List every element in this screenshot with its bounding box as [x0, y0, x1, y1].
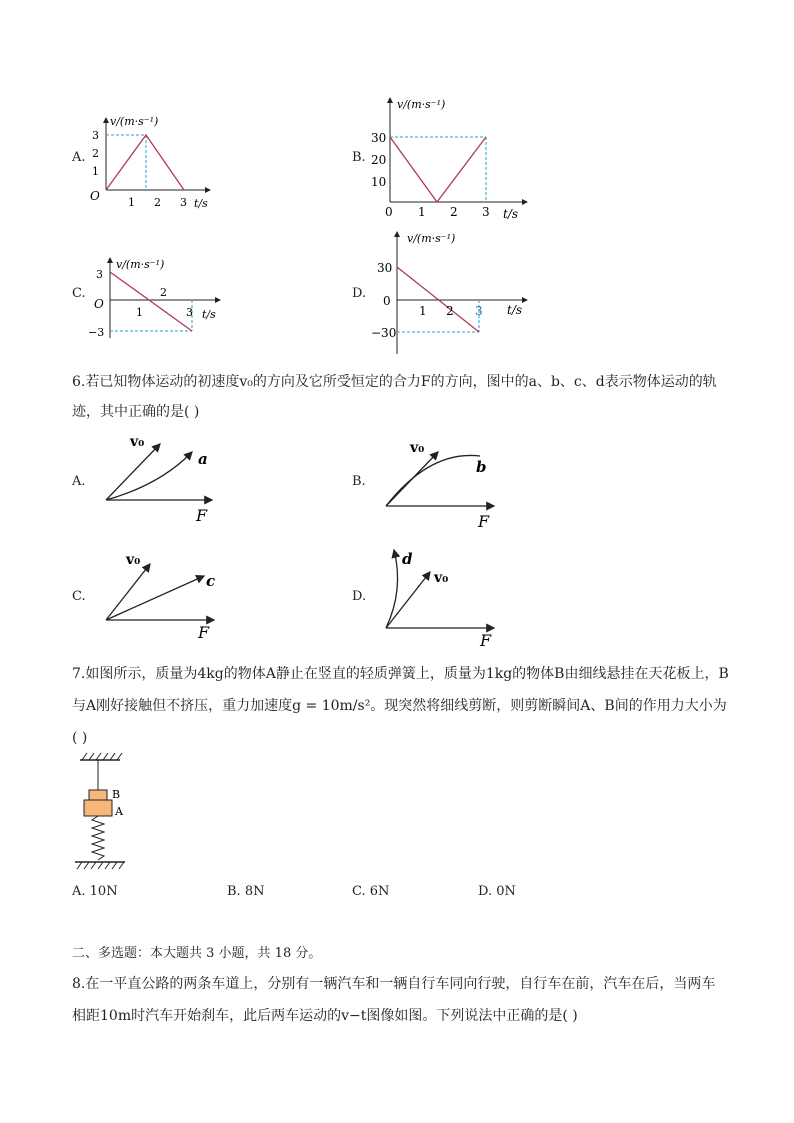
q6-diagram-d: [380, 540, 510, 650]
q6d-curve: d: [402, 550, 413, 568]
q5a-ytick: 3: [92, 129, 99, 142]
q5-graph-d: [365, 226, 535, 358]
q6a-v0: v₀: [130, 434, 145, 450]
q5-option-a-label: A.: [72, 150, 86, 165]
q6-diagram-b: [380, 436, 510, 531]
q5c-origin: O: [94, 297, 104, 311]
q5c-xtick: 3: [186, 306, 193, 319]
q6-diagram-c: [100, 546, 230, 641]
q5b-xtick: 3: [482, 205, 490, 219]
q6a-F: F: [196, 506, 208, 525]
q5-graph-b: [365, 92, 535, 222]
q6-option-d-label: D.: [352, 589, 367, 604]
q7-answer-d: D. 0N: [478, 884, 516, 899]
q5d-xtick: 1: [419, 304, 427, 318]
q5c-xlabel: t/s: [202, 308, 216, 321]
q5b-xtick: 0: [385, 205, 393, 219]
q5c-ytick: 3: [96, 268, 103, 281]
q6a-curve: a: [198, 450, 208, 468]
q5-option-d-label: D.: [352, 286, 367, 301]
q7-answer-b: B. 8N: [227, 884, 265, 899]
q6c-F: F: [198, 623, 210, 641]
q6d-v0: v₀: [434, 570, 449, 586]
q5c-xtick: 2: [160, 286, 167, 299]
q6-option-c-label: C.: [72, 589, 86, 604]
q5a-xtick: 2: [154, 196, 161, 209]
q6b-v0: v₀: [410, 440, 425, 456]
q6-diagram-a: [100, 430, 230, 525]
q7-answer-a: A. 10N: [72, 884, 118, 899]
q6-line1: 6.若已知物体运动的初速度v₀的方向及它所受恒定的合力F的方向，图中的a、b、c、d表示物体运动的轨: [72, 374, 717, 390]
q6d-F: F: [480, 631, 492, 650]
q5b-xtick: 1: [418, 205, 426, 219]
q5c-xtick: 1: [136, 306, 143, 319]
q6-line2: 迹，其中正确的是( ): [72, 404, 200, 420]
q6-option-a-label: A.: [72, 474, 86, 489]
q6-option-b-label: B.: [352, 474, 366, 489]
q6c-curve: c: [206, 572, 216, 590]
q5b-ytick: 30: [371, 131, 387, 145]
q5d-ytick: 0: [383, 294, 391, 308]
q5b-ytick: 20: [371, 153, 387, 167]
q6b-curve: b: [476, 458, 487, 476]
q5d-xtick: 3: [475, 304, 483, 318]
q8-line2: 相距10m时汽车开始刹车，此后两车运动的v−t图像如图。下列说法中正确的是( ): [72, 1008, 578, 1024]
q5a-ytick: 2: [92, 147, 99, 160]
q5a-ylabel: v/(m·s⁻¹): [110, 115, 159, 128]
q5b-ylabel: v/(m·s⁻¹): [397, 98, 446, 111]
q5-option-c-label: C.: [72, 286, 86, 301]
q5c-ylabel: v/(m·s⁻¹): [116, 258, 165, 271]
q7-spring-figure: [70, 750, 140, 875]
q5c-ytick: −3: [88, 326, 105, 339]
q5d-ylabel: v/(m·s⁻¹): [407, 232, 456, 245]
q5-graph-a: [88, 110, 218, 215]
q5-option-b-label: B.: [352, 150, 366, 165]
q5b-ytick: 10: [371, 175, 387, 189]
q7-line3: ( ): [72, 730, 88, 746]
q7-answer-c: C. 6N: [352, 884, 390, 899]
q6c-v0: v₀: [126, 552, 141, 568]
q8-line1: 8.在一平直公路的两条车道上，分别有一辆汽车和一辆自行车同向行驶，自行车在前，汽车在后，当两车: [72, 976, 716, 992]
q5b-xlabel: t/s: [503, 207, 519, 221]
q5a-ytick: 1: [92, 165, 99, 178]
q5a-xtick: 1: [128, 196, 135, 209]
q5d-xtick: 2: [446, 304, 454, 318]
q5d-xlabel: t/s: [507, 303, 523, 317]
q5d-ytick: 30: [377, 261, 393, 275]
q5d-ytick: −30: [371, 326, 397, 340]
q5a-xlabel: t/s: [194, 197, 208, 210]
q7-label-a: A: [115, 805, 123, 818]
q6b-F: F: [478, 512, 490, 531]
q5a-origin: O: [90, 189, 100, 203]
section-2-heading: 二、多选题：本大题共 3 小题，共 18 分。: [72, 946, 322, 961]
q7-label-b: B: [112, 788, 121, 801]
q7-line1: 7.如图所示，质量为4kg的物体A静止在竖直的轻质弹簧上，质量为1kg的物体B由细线悬挂在天花板上，B: [72, 666, 729, 682]
q5-graph-c: [88, 252, 228, 342]
q5b-xtick: 2: [450, 205, 458, 219]
q5a-xtick: 3: [180, 196, 187, 209]
q7-line2: 与A刚好接触但不挤压，重力加速度g = 10m/s²。现突然将细线剪断，则剪断瞬间A、B间的作用力大小为: [72, 698, 727, 714]
